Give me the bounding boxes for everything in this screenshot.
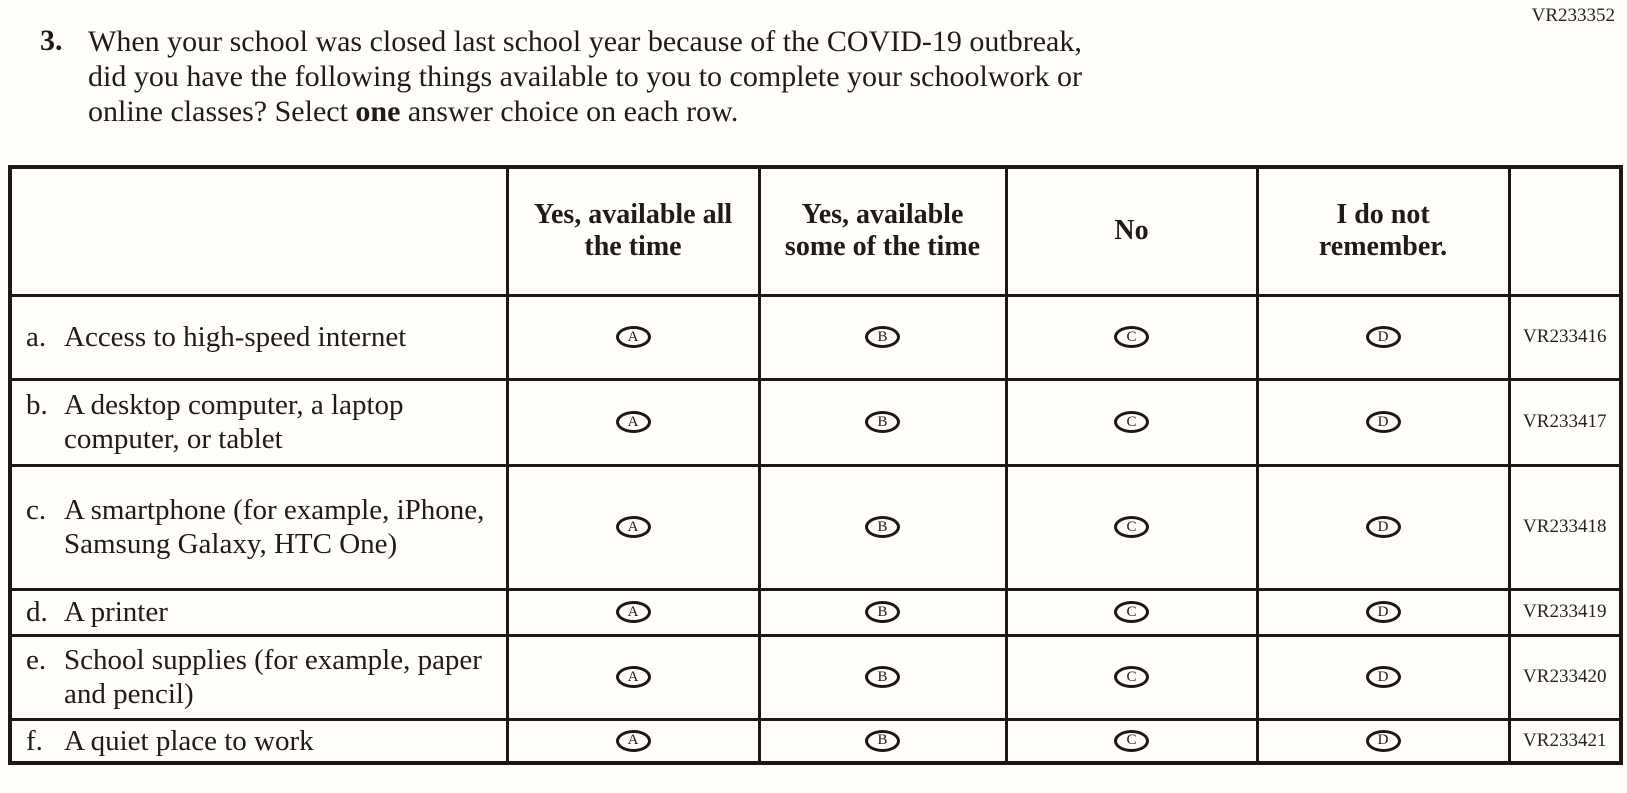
answer-bubble-d[interactable]: D xyxy=(1366,601,1401,623)
question-line-3-end: answer choice on each row. xyxy=(400,95,739,128)
row-label: Access to high-speed internet xyxy=(64,321,407,353)
answer-bubble-a[interactable]: A xyxy=(616,666,651,688)
table-row xyxy=(10,635,1621,719)
question-number: 3. xyxy=(40,24,63,57)
answer-cell-b xyxy=(759,295,1006,379)
table-body xyxy=(10,295,1621,763)
row-letter: c. xyxy=(26,494,47,526)
row-label-cell xyxy=(10,635,507,719)
row-code: VR233421 xyxy=(1509,719,1621,763)
header-row xyxy=(10,167,1621,295)
answer-cell-d xyxy=(1257,719,1509,763)
question-block xyxy=(0,0,1627,129)
row-letter: f. xyxy=(26,724,43,757)
column-header-yes-all-the-time: Yes, available all the time xyxy=(507,167,759,295)
form-code: VR233352 xyxy=(1531,5,1615,26)
question-text xyxy=(88,24,1082,129)
row-letter: b. xyxy=(26,389,48,421)
row-label: A printer xyxy=(64,596,168,628)
answer-bubble-d[interactable]: D xyxy=(1366,516,1401,538)
answer-bubble-a[interactable]: A xyxy=(616,730,651,752)
answer-bubble-c[interactable]: C xyxy=(1114,516,1149,538)
answer-bubble-b[interactable]: B xyxy=(865,601,900,623)
answer-cell-d xyxy=(1257,465,1509,589)
row-letter: a. xyxy=(26,321,47,353)
answer-cell-b xyxy=(759,465,1006,589)
row-label-cell xyxy=(10,465,507,589)
answer-bubble-d[interactable]: D xyxy=(1366,666,1401,688)
table-row xyxy=(10,589,1621,635)
row-letter: d. xyxy=(26,596,48,628)
row-code: VR233417 xyxy=(1509,379,1621,465)
row-label-column-header xyxy=(10,167,507,295)
answer-cell-d xyxy=(1257,379,1509,465)
answer-cell-a xyxy=(507,635,759,719)
answer-cell-b xyxy=(759,635,1006,719)
answer-cell-c xyxy=(1006,719,1257,763)
table-row xyxy=(10,379,1621,465)
answer-bubble-a[interactable]: A xyxy=(616,326,651,348)
answer-bubble-c[interactable]: C xyxy=(1114,326,1149,348)
row-label: A smartphone (for example, iPhone, Samsung Galaxy, HTC One) xyxy=(64,494,485,560)
answer-bubble-d[interactable]: D xyxy=(1366,730,1401,752)
row-code: VR233416 xyxy=(1509,295,1621,379)
answer-cell-d xyxy=(1257,589,1509,635)
row-label: School supplies (for example, paper and pencil) xyxy=(64,644,482,710)
answer-bubble-a[interactable]: A xyxy=(616,601,651,623)
question-emphasis-one: one xyxy=(355,95,401,128)
answer-cell-a xyxy=(507,295,759,379)
row-code: VR233418 xyxy=(1509,465,1621,589)
column-header-yes-some-of-the-time: Yes, available some of the time xyxy=(759,167,1006,295)
question-line-1: When your school was closed last school year because of the COVID-19 outbreak, xyxy=(88,25,1082,58)
table-row xyxy=(10,465,1621,589)
row-label-cell xyxy=(10,379,507,465)
question-line-2: did you have the following things available to you to complete your schoolwork or xyxy=(88,60,1082,93)
answer-bubble-b[interactable]: B xyxy=(865,516,900,538)
answer-bubble-c[interactable]: C xyxy=(1114,411,1149,433)
answer-bubble-a[interactable]: A xyxy=(616,411,651,433)
answer-cell-c xyxy=(1006,589,1257,635)
answer-bubble-d[interactable]: D xyxy=(1366,326,1401,348)
answer-cell-c xyxy=(1006,379,1257,465)
answer-bubble-b[interactable]: B xyxy=(865,411,900,433)
answer-bubble-d[interactable]: D xyxy=(1366,411,1401,433)
answer-cell-c xyxy=(1006,635,1257,719)
row-label: A quiet place to work xyxy=(64,724,314,757)
answer-cell-c xyxy=(1006,465,1257,589)
table-row xyxy=(10,295,1621,379)
answer-bubble-c[interactable]: C xyxy=(1114,666,1149,688)
answer-bubble-b[interactable]: B xyxy=(865,326,900,348)
answer-bubble-a[interactable]: A xyxy=(616,516,651,538)
response-matrix-table xyxy=(8,165,1623,765)
row-code: VR233419 xyxy=(1509,589,1621,635)
answer-cell-b xyxy=(759,719,1006,763)
row-code: VR233420 xyxy=(1509,635,1621,719)
row-label-cell xyxy=(10,719,507,763)
code-column-header xyxy=(1509,167,1621,295)
answer-cell-a xyxy=(507,465,759,589)
row-letter: e. xyxy=(26,644,47,676)
table-row xyxy=(10,719,1621,763)
row-label-cell xyxy=(10,589,507,635)
answer-cell-a xyxy=(507,719,759,763)
column-header-no: No xyxy=(1006,167,1257,295)
answer-bubble-c[interactable]: C xyxy=(1114,601,1149,623)
answer-cell-a xyxy=(507,379,759,465)
question-line-3: online classes? Select xyxy=(88,95,356,128)
answer-bubble-c[interactable]: C xyxy=(1114,730,1149,752)
row-label-cell xyxy=(10,295,507,379)
answer-cell-d xyxy=(1257,635,1509,719)
column-header-i-do-not-remember: I do not remember. xyxy=(1257,167,1509,295)
row-label: A desktop computer, a laptop computer, or tablet xyxy=(64,389,404,455)
answer-cell-c xyxy=(1006,295,1257,379)
answer-cell-d xyxy=(1257,295,1509,379)
answer-cell-a xyxy=(507,589,759,635)
answer-bubble-b[interactable]: B xyxy=(865,730,900,752)
answer-cell-b xyxy=(759,379,1006,465)
answer-bubble-b[interactable]: B xyxy=(865,666,900,688)
answer-cell-b xyxy=(759,589,1006,635)
